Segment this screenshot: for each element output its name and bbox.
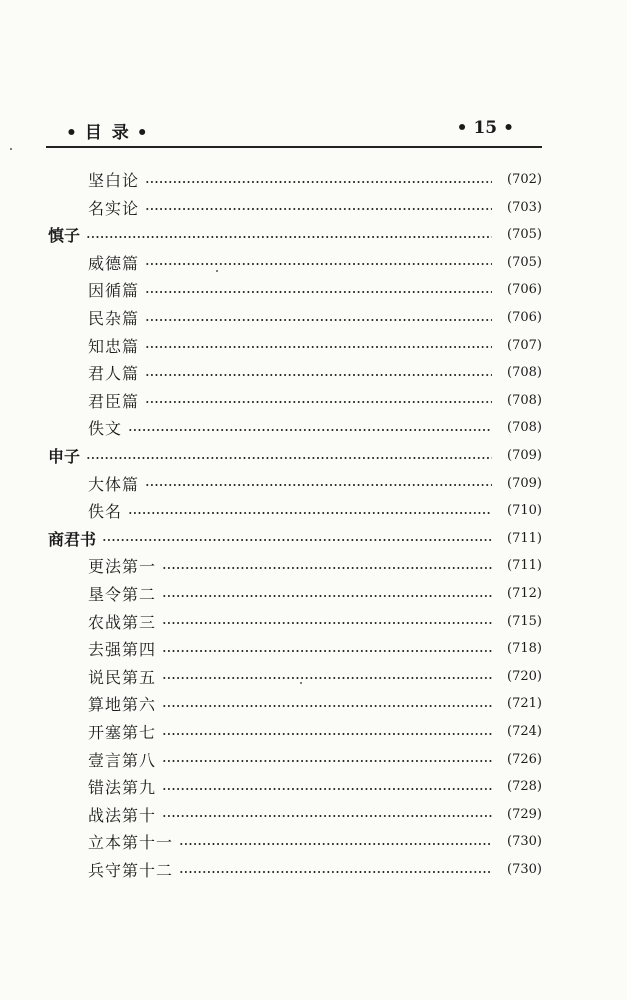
toc-entry-page: (726)	[507, 751, 542, 767]
dot-leader	[102, 539, 492, 541]
toc-section-entry[interactable]	[88, 414, 542, 441]
dot-leader	[162, 622, 492, 624]
toc-section-entry[interactable]	[88, 552, 542, 579]
dot-leader	[162, 815, 492, 817]
dot-leader	[162, 650, 492, 652]
toc-section-entry[interactable]	[88, 166, 542, 193]
toc-entry-page: (724)	[507, 724, 542, 739]
header-dot-left: •	[66, 123, 79, 143]
toc-entry-title: 垦令第二	[88, 585, 157, 604]
toc-section-entry[interactable]	[88, 663, 542, 690]
toc-section-entry[interactable]	[88, 497, 542, 524]
toc-entry-title: 商君书	[48, 529, 97, 549]
toc-entry-title: 君人篇	[88, 364, 140, 384]
dot-leader	[128, 512, 492, 514]
toc-entry-title: 因循篇	[88, 281, 140, 301]
toc-section-entry[interactable]	[88, 635, 542, 662]
toc-entry-title: 民杂篇	[88, 309, 140, 328]
paper-speck	[216, 270, 218, 272]
toc-entry-page: (711)	[507, 530, 542, 546]
toc-entry-page: (706)	[507, 282, 542, 298]
toc-entry-page: (712)	[507, 586, 542, 601]
toc-entry-page: (718)	[507, 641, 542, 657]
dot-leader	[179, 871, 492, 873]
dot-leader	[145, 208, 492, 210]
toc-section-entry[interactable]	[88, 194, 542, 221]
toc-entry-page: (706)	[507, 310, 542, 325]
toc-entry-page: (705)	[507, 227, 542, 243]
toc-entry-title: 大体篇	[88, 474, 140, 494]
dot-leader	[128, 429, 492, 431]
toc-chapter-entry[interactable]	[48, 442, 542, 469]
toc-section-entry[interactable]	[88, 746, 542, 773]
toc-entry-title: 去强第四	[88, 640, 157, 660]
toc-entry-title: 威德篇	[88, 253, 140, 273]
toc-entry-title: 开塞第七	[88, 723, 157, 742]
toc-section-entry[interactable]	[88, 276, 542, 303]
toc-entry-page: (709)	[507, 475, 542, 491]
header-label: 目 录	[84, 123, 131, 143]
toc-entry-page: (708)	[507, 420, 542, 436]
toc-entry-title: 君臣篇	[88, 391, 140, 411]
toc-entry-title: 更法第一	[88, 557, 157, 577]
toc-entry-title: 知忠篇	[88, 336, 140, 356]
toc-section-entry[interactable]	[88, 387, 542, 414]
dot-leader	[145, 291, 492, 293]
toc-section-entry[interactable]	[88, 332, 542, 359]
toc-entry-page: (707)	[507, 337, 542, 353]
toc-entry-title: 申子	[48, 447, 81, 466]
toc-entry-title: 农战第三	[88, 612, 157, 632]
toc-section-entry[interactable]	[88, 690, 542, 717]
toc-chapter-entry[interactable]	[48, 525, 542, 552]
header-dot-right: •	[136, 123, 150, 143]
dot-leader	[162, 760, 492, 762]
toc-entry-page: (721)	[507, 696, 542, 712]
header-section-title	[60, 118, 156, 143]
page-number-dot-right: •	[503, 118, 514, 138]
toc-entry-title: 说民第五	[88, 667, 157, 687]
paper-speck	[10, 148, 12, 150]
dot-leader	[86, 457, 492, 459]
dot-leader	[179, 843, 492, 845]
toc-section-entry[interactable]	[88, 608, 542, 635]
toc-section-entry[interactable]	[88, 304, 542, 331]
dot-leader	[162, 733, 492, 735]
dot-leader	[145, 401, 492, 403]
dot-leader	[162, 677, 492, 679]
toc-entry-page: (708)	[507, 392, 542, 408]
toc-entry-title: 佚名	[88, 502, 123, 522]
toc-entry-title: 算地第六	[88, 695, 157, 715]
toc-entry-title: 佚文	[88, 419, 123, 439]
dot-leader	[162, 705, 492, 707]
dot-leader	[145, 181, 492, 183]
toc-entry-title: 立本第十一	[88, 833, 174, 853]
header-page-number	[451, 118, 520, 138]
toc-entry-page: (720)	[507, 668, 542, 684]
toc-entry-page: (708)	[507, 365, 542, 381]
toc-entry-page: (730)	[507, 834, 542, 850]
toc-entry-page: (729)	[507, 806, 542, 822]
dot-leader	[162, 567, 492, 569]
toc-entry-page: (703)	[507, 199, 542, 215]
toc-entry-page: (711)	[507, 558, 542, 574]
toc-entry-title: 战法第十	[88, 805, 157, 825]
dot-leader	[162, 595, 492, 597]
toc-entry-page: (728)	[507, 779, 542, 795]
toc-entry-page: (702)	[507, 172, 542, 187]
toc-section-entry[interactable]	[88, 773, 542, 800]
dot-leader	[145, 319, 492, 321]
toc-entry-title: 错法第九	[88, 778, 157, 798]
dot-leader	[145, 374, 492, 376]
toc-entry-title: 壹言第八	[88, 750, 157, 770]
toc-entry-page: (710)	[507, 503, 542, 519]
dot-leader	[145, 263, 492, 265]
page-number: 15	[473, 118, 498, 138]
dot-leader	[86, 236, 492, 238]
toc-section-entry[interactable]	[88, 718, 542, 745]
toc-entry-page: (730)	[507, 862, 542, 877]
paper-speck	[300, 682, 302, 684]
dot-leader	[162, 788, 492, 790]
toc-section-entry[interactable]	[88, 801, 542, 828]
toc-entry-page: (705)	[507, 254, 542, 270]
toc-section-entry[interactable]	[88, 580, 542, 607]
toc-chapter-entry[interactable]	[48, 221, 542, 248]
toc-entry-page: (709)	[507, 448, 542, 463]
page-number-dot-left: •	[456, 118, 468, 138]
dot-leader	[145, 346, 492, 348]
toc-section-entry[interactable]	[88, 828, 542, 855]
toc-entry-title: 慎子	[48, 226, 81, 246]
toc-section-entry[interactable]	[88, 856, 542, 883]
toc-entry-page: (715)	[507, 613, 542, 629]
toc-entry-title: 名实论	[88, 198, 140, 218]
toc-section-entry[interactable]	[88, 470, 542, 497]
toc-entry-title: 坚白论	[88, 171, 140, 190]
toc-section-entry[interactable]	[88, 359, 542, 386]
toc-section-entry[interactable]	[88, 249, 542, 276]
running-header	[46, 116, 542, 148]
toc-entry-title: 兵守第十二	[88, 861, 174, 880]
dot-leader	[145, 484, 492, 486]
